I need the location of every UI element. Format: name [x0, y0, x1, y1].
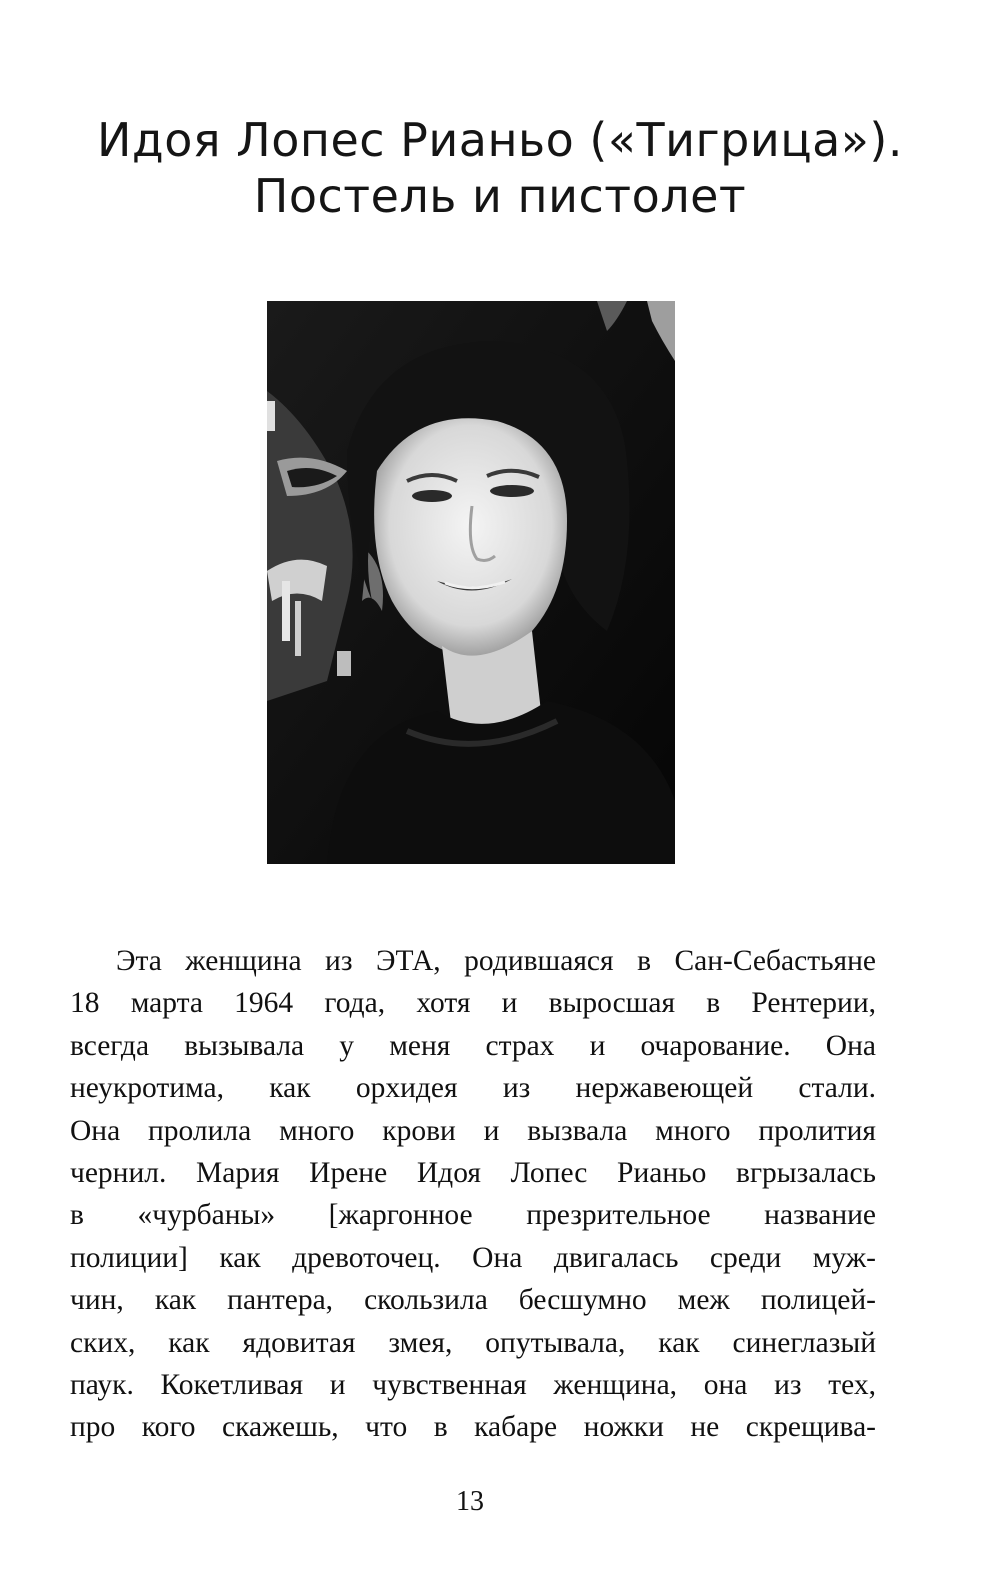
body-line: ских, как ядовитая змея, опутывала, как синеглазый — [70, 1326, 876, 1359]
body-line: неукротима, как орхидея из нержавеющей стали. — [70, 1072, 876, 1105]
body-line: полиции] как древоточец. Она двигалась среди муж- — [70, 1241, 876, 1274]
chapter-title-line-2: Постель и пистолет — [253, 169, 747, 223]
chapter-title — [40, 112, 960, 224]
body-line: про кого скажешь, что в кабаре ножки не скрещива- — [70, 1411, 876, 1444]
chapter-title-line-1: Идоя Лопес Рианьо («Тигрица»). — [96, 113, 903, 167]
body-line: чин, как пантера, скользила бесшумно меж полицей- — [70, 1284, 876, 1317]
body-line: Эта женщина из ЭТА, родившаяся в Сан-Себастьяне — [116, 945, 876, 977]
body-line: Она пролила много крови и вызвала много пролития — [70, 1114, 876, 1147]
body-line: всегда вызывала у меня страх и очарование. Она — [70, 1029, 876, 1062]
body-line: в «чурбаны» [жаргонное презрительное название — [70, 1199, 876, 1232]
portrait-photo — [267, 301, 675, 864]
body-line: 18 марта 1964 года, хотя и выросшая в Рентерии, — [70, 987, 876, 1020]
body-text — [70, 940, 876, 1449]
body-line: паук. Кокетливая и чувственная женщина, она из тех, — [70, 1369, 876, 1402]
body-line: чернил. Мария Ирене Идоя Лопес Рианьо вгрызалась — [70, 1157, 876, 1190]
page-number: 13 — [456, 1486, 484, 1517]
